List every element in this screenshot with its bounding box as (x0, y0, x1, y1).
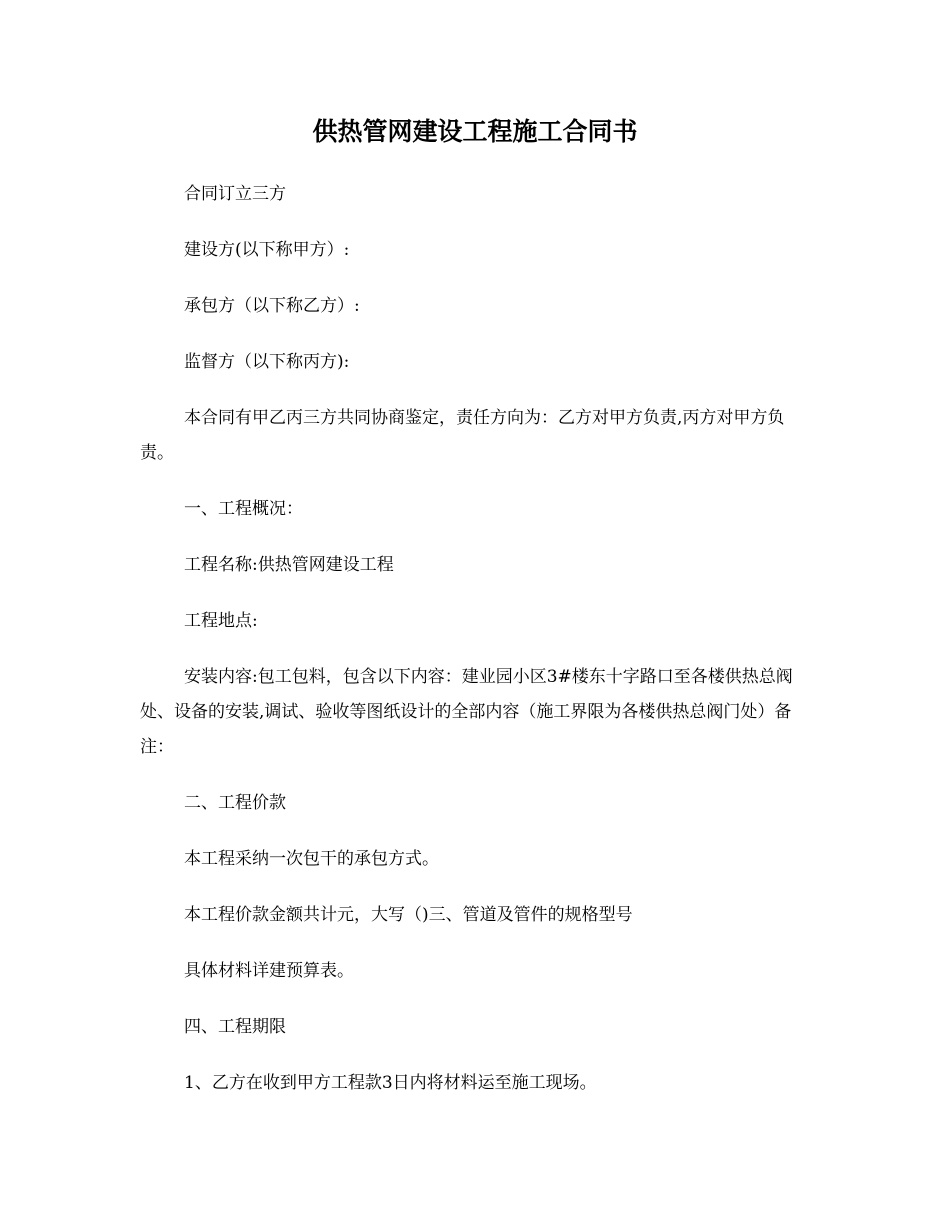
paragraph-section-2-heading: 二、工程价款 (184, 793, 286, 813)
paragraph-section-1-heading: 一、工程概况： (184, 499, 303, 519)
paragraph-project-name: 工程名称:供热管网建设工程 (184, 555, 394, 575)
paragraph-materials: 具体材料详建预算表。 (184, 961, 354, 981)
paragraph-party-b: 承包方（以下称乙方）: (184, 296, 360, 316)
paragraph-section-4-heading: 四、工程期限 (184, 1017, 286, 1037)
paragraph-responsibility: 本合同有甲乙丙三方共同协商鉴定，责任方向为：乙方对甲方负责,丙方对甲方负责。 (140, 408, 785, 463)
document-title: 供热管网建设工程施工合同书 (312, 117, 638, 146)
paragraph-project-location: 工程地点: (184, 611, 258, 631)
paragraph-contract-amount: 本工程价款金额共计元，大写（)三、管道及管件的规格型号 (184, 905, 633, 925)
paragraph-term-item-1: 1、乙方在收到甲方工程款3日内将材料运至施工现场。 (184, 1073, 597, 1093)
paragraph-parties-heading: 合同订立三方 (184, 184, 286, 204)
paragraph-installation-scope: 安装内容:包工包料，包含以下内容：建业园小区3#楼东十字路口至各楼供热总阀处、设备的安装,调试、验收等图纸设计的全部内容（施工界限为各楼供热总阀门处）备注： (140, 667, 793, 757)
paragraph-party-c: 监督方（以下称丙方): (184, 352, 350, 372)
paragraph-party-a: 建设方(以下称甲方）: (184, 240, 350, 260)
paragraph-contract-method: 本工程采纳一次包干的承包方式。 (184, 849, 439, 869)
